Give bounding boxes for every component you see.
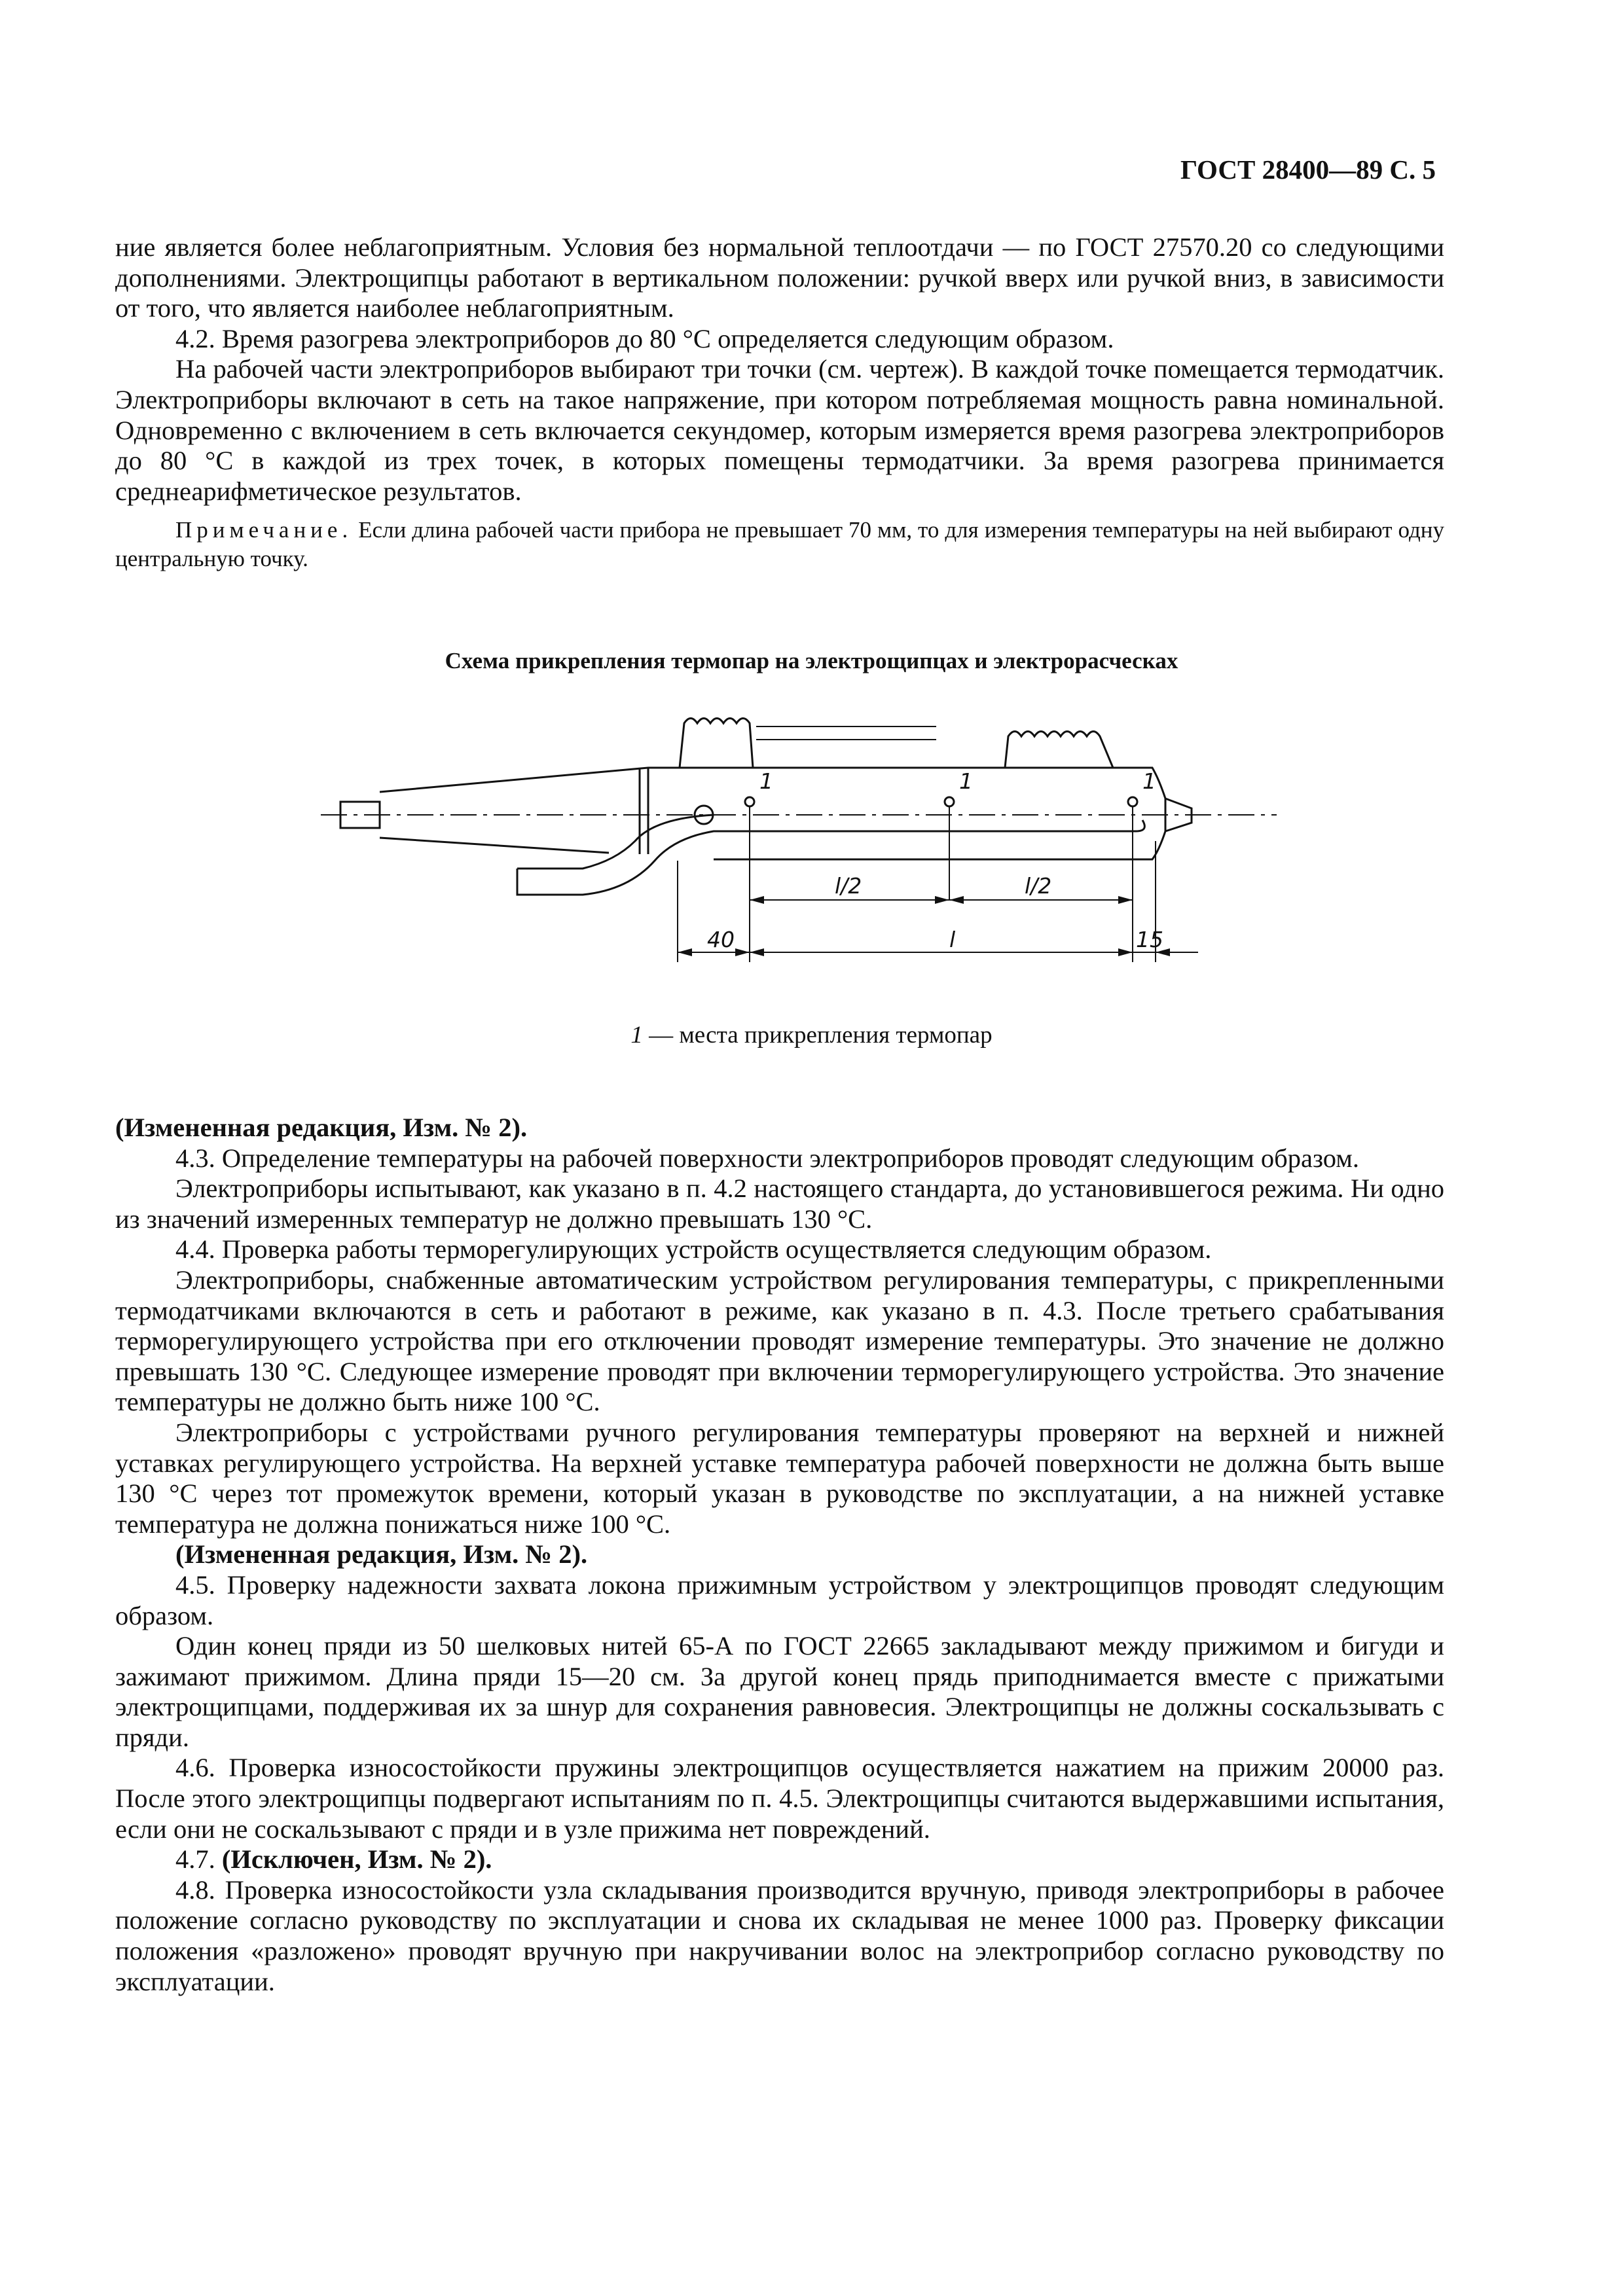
text-block-top	[115, 232, 1444, 573]
paragraph: Один конец пряди из 50 шелковых нитей 65-А по ГОСТ 22665 закладывают между прижимом и бигуди и зажимают прижимом. Длина пряди 15—20 см. За другой конец прядь приподнимается вместе с прижатыми электрощипцами, поддерживая их за шнур для сохранения равновесия. Электрощипцы не должны соскальзывать с пряди.	[115, 1631, 1444, 1752]
thermocouple-point-2	[945, 797, 954, 806]
curling-iron-drawing	[321, 697, 1277, 992]
note	[115, 516, 1444, 573]
text-block-bottom	[115, 1113, 1444, 1997]
dim-half-label: l/2	[1025, 873, 1052, 899]
thermocouple-point-3	[1128, 797, 1137, 806]
dim-15-label: 15	[1136, 927, 1163, 952]
dim-half-label: l/2	[835, 873, 862, 899]
amendment-note: (Измененная редакция, Изм. № 2).	[115, 1113, 528, 1142]
paragraph-4-6: 4.6. Проверка износостойкости пружины электрощипцов осуществляется нажатием на прижим 20000 раз. После этого электрощипцы подвергают испытаниям по п. 4.5. Электрощипцы считаются выдержавшими испытания, если они не соскальзывают с пряди и в узле прижима нет повреждений.	[115, 1753, 1444, 1844]
thermocouple-point-1	[745, 797, 754, 806]
paragraph-4-5: 4.5. Проверку надежности захвата локона прижимным устройством у электрощипцов проводят следующим образом.	[115, 1570, 1444, 1630]
page-header: ГОСТ 28400—89 С. 5	[1180, 154, 1436, 185]
paragraph-4-8: 4.8. Проверка износостойкости узла складывания производится вручную, приводя электроприборы в рабочее положение согласно руководству по эксплуатации и снова их складывая не менее 1000 раз. Проверку фиксации положения «разложено» проводят вручную при накручивании волос на электроприбор согласно руководству по эксплуатации.	[115, 1874, 1444, 1996]
paragraph: На рабочей части электроприборов выбирают три точки (см. чертеж). В каждой точке помещается термодатчик. Электроприборы включают в сеть на такое напряжение, при котором потребляемая мощность равна номинальной. Одновременно с включением в сеть включается секундомер, которым измеряется время разогрева электроприборов до 80 °С в каждой из трех точек, в которых помещены термодатчики. За время разогрева принимается среднеарифметическое результатов.	[115, 354, 1444, 506]
paragraph-4-2: 4.2. Время разогрева электроприборов до 80 °С определяется следующим образом.	[175, 323, 1114, 353]
clause-number: 4.7.	[175, 1844, 222, 1874]
note-text: Если длина рабочей части прибора не превышает 70 мм, то для измерения температуры на ней выбирают одну центральную точку.	[115, 517, 1445, 572]
paragraph-4-3: 4.3. Определение температуры на рабочей поверхности электроприборов проводят следующим образом.	[175, 1143, 1359, 1173]
paragraph: Электроприборы с устройствами ручного регулирования температуры проверяют на верхней и нижней уставках регулирующего устройства. На верхней уставке температура рабочей поверхности не должна быть выше 130 °С через тот промежуток времени, который указан в руководстве по эксплуатации, а на нижней уставке температура не должна понижаться ниже 100 °С.	[115, 1417, 1444, 1539]
point-label: 1	[1142, 768, 1156, 794]
figure-title: Схема прикрепления термопар на электрощипцах и электрорасческах	[445, 648, 1178, 673]
dim-l-label: l	[949, 927, 956, 952]
point-label: 1	[959, 768, 973, 794]
figure-caption	[0, 1021, 1623, 1049]
paragraph: Электроприборы, снабженные автоматическим устройством регулирования температуры, с прикрепленными термодатчиками включаются в сеть и работают в режиме, как указано в п. 4.3. После третьего срабатывания терморегулирующего устройства при его отключении проводят измерение температуры. Это значение не должно превышать 130 °С. Следующее измерение проводят при включении терморегулирующего устройства. Это значение температуры не должно быть ниже 100 °С.	[115, 1265, 1444, 1417]
paragraph: ние является более неблагоприятным. Условия без нормальной теплоотдачи — по ГОСТ 27570.20 со следующими дополнениями. Электрощипцы работают в вертикальном положении: ручкой вверх или ручкой вниз, в зависимости от того, что является наиболее неблагоприятным.	[115, 232, 1444, 323]
point-label: 1	[759, 768, 773, 794]
amendment-note: (Измененная редакция, Изм. № 2).	[175, 1539, 588, 1570]
dim-40-label: 40	[707, 927, 735, 952]
caption-text: — места прикрепления термопар	[642, 1022, 993, 1049]
caption-number: 1	[630, 1022, 643, 1049]
excluded-note: (Исключен, Изм. № 2).	[221, 1844, 492, 1874]
paragraph-4-4: 4.4. Проверка работы терморегулирующих устройств осуществляется следующим образом.	[175, 1234, 1212, 1265]
paragraph: Электроприборы испытывают, как указано в п. 4.2 настоящего стандарта, до установившегося режима. Ни одно из значений измеренных температур не должно превышать 130 °С.	[115, 1174, 1444, 1234]
paragraph-4-7	[115, 1844, 1444, 1875]
note-label: Примечание.	[175, 517, 353, 543]
